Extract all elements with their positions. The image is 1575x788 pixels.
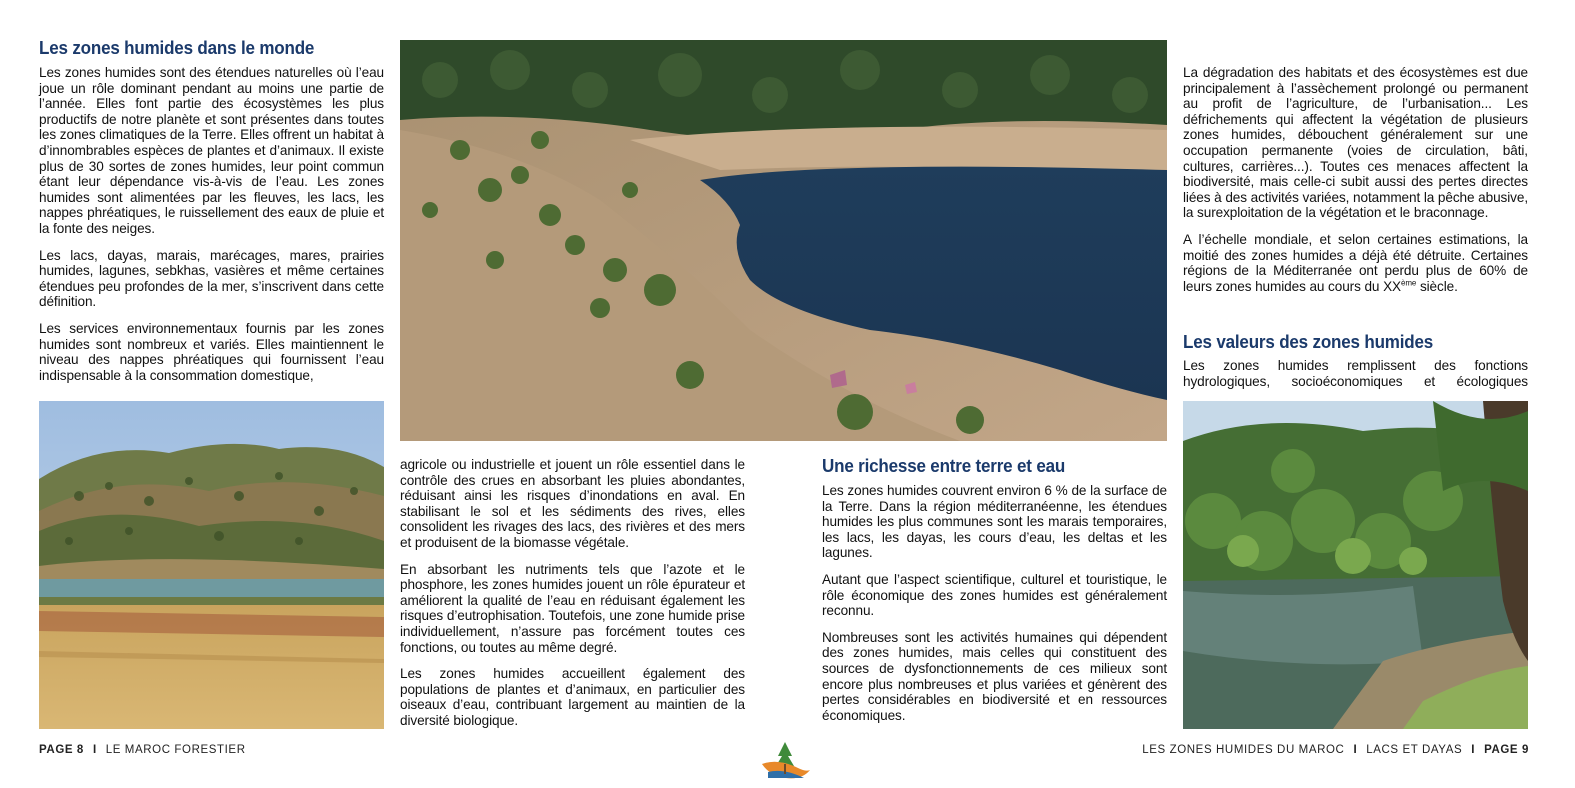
right-heading-paragraph [1183,358,1528,389]
paragraph: Les services environnementaux fournis par les zones humides sont nombreux et variés. Elles maintiennent le niveau des nappes phréatiques qui fournissent l’eau indispensable à la consommation domestique, [39,320,384,383]
footer-separator: I [92,744,97,756]
paragraph: En absorbant les nutriments tels que l’azote et le phosphore, les zones humides jouent un rôle épurateur et améliorent la qualité de l’eau en réduisant également les risques d’eutrophisation. Toutefois, une zone humide prise individuellement, n’assure pas forcément toutes ces fonctions, ou toutes au même degré. [400,561,745,655]
paragraph: La dégradation des habitats et des écosystèmes est due principalement à l’assèchement prolongé ou permanent au profit de l’agriculture, de l’urbanisation... Les défrichements qui affectent la végétation de plusieurs zones humides, débouchent généralement sur une occupation permanente (voies de circulation, bâti, cultures, carrières...). Toutes ces menaces affectent la biodiversité, mais celle-ci subit aussi des pertes directes liées à des activités variées, notamment la pêche abusive, la surexploitation de la végétation et le braconnage. [1183,65,1528,221]
right-column-text [1183,65,1528,294]
paragraph: Les zones humides sont des étendues naturelles où l’eau joue un rôle dominant pendant au moins une partie de l’année. Elles font partie des écosystèmes les plus productifs de notre planète et sont présentes dans toutes les zones climatiques de la Terre. Elles offrent un habitat à d’innombrables espèces de plantes et d’animaux. Il existe plus de 30 sortes de zones humides, leur point commun étant leur dépendance vis-à-vis de l’eau. Les zones humides sont alimentées par les fleuves, les lacs, les nappes phréatiques, le ruissellement des eaux de pluie et la fonte des neiges. [39,65,384,236]
heading-richesse-terre-eau: Une richesse entre terre et eau [822,455,1066,476]
page-number-right: PAGE 9 [1484,744,1529,756]
center-right-column-text [822,483,1167,723]
paragraph: agricole ou industrielle et jouent un rôle essentiel dans le contrôle des crues en absorbant les pluies abondantes, réduisant ainsi les risques d’inondations en aval. En stabilisant le sol et les sédiments des rives, elles consolident les rivages des lacs, des rivières et des mers et produisent de la biomasse végétale. [400,457,745,550]
page-number-left: PAGE 8 [39,744,84,756]
footer-right [1142,744,1529,756]
paragraph: Les zones humides accueillent également des populations de plantes et d’animaux, en particulier des oiseaux d’eau, contribuant largement au maintien de la diversité biologique. [400,666,745,728]
paragraph: Les zones humides couvrent environ 6 % de la surface de la Terre. Dans la région méditerranéenne, les étendues humides les plus communes sont les marais temporaires, les lacs, les dayas, les cours d’eau, les deltas et les lagunes. [822,483,1167,561]
publication-title: LE MAROC FORESTIER [105,744,246,756]
superscript: ème [1401,278,1417,288]
photo-hills-fields [39,401,384,729]
heading-valeurs-zones-humides: Les valeurs des zones humides [1183,331,1434,352]
footer-separator: I [1471,744,1476,756]
paragraph: Les zones humides remplissent des fonctions hydrologiques, socioéconomiques et écologiques [1183,358,1528,389]
subsection-title: LACS ET DAYAS [1366,744,1463,756]
footer-separator: I [1353,744,1358,756]
forest-logo-icon [758,740,812,782]
paragraph: Les lacs, dayas, marais, marécages, mares, prairies humides, lagunes, sebkhas, vasières et même certaines étendues peu profondes de la mer, s’inscrivent dans cette définition. [39,247,384,310]
paragraph: Autant que l’aspect scientifique, culturel et touristique, le rôle économique des zones humides est généralement reconnu. [822,571,1167,619]
heading-zones-humides-monde: Les zones humides dans le monde [39,37,315,58]
photo-forest-pond [1183,401,1528,729]
section-title: LES ZONES HUMIDES DU MAROC [1142,744,1345,756]
photo-mountain-lake [400,40,1167,441]
paragraph: Nombreuses sont les activités humaines qui dépendent des zones humides, mais celles qui constituent des sources de dysfonctionnements de ces milieux sont encore plus nombreuses et plus variées et génèrent des pertes considérables en biodiversité et en ressources économiques. [822,629,1167,723]
paragraph-stat: A l’échelle mondiale, et selon certaines estimations, la moitié des zones humides a déjà été détruite. Certaines régions de la Méditerranée ont perdu plus de 60% de leurs zones humides au cours du XXème siècle. [1183,231,1528,294]
left-column-text [39,65,384,383]
footer-left [39,744,246,756]
center-left-column-text [400,457,745,729]
